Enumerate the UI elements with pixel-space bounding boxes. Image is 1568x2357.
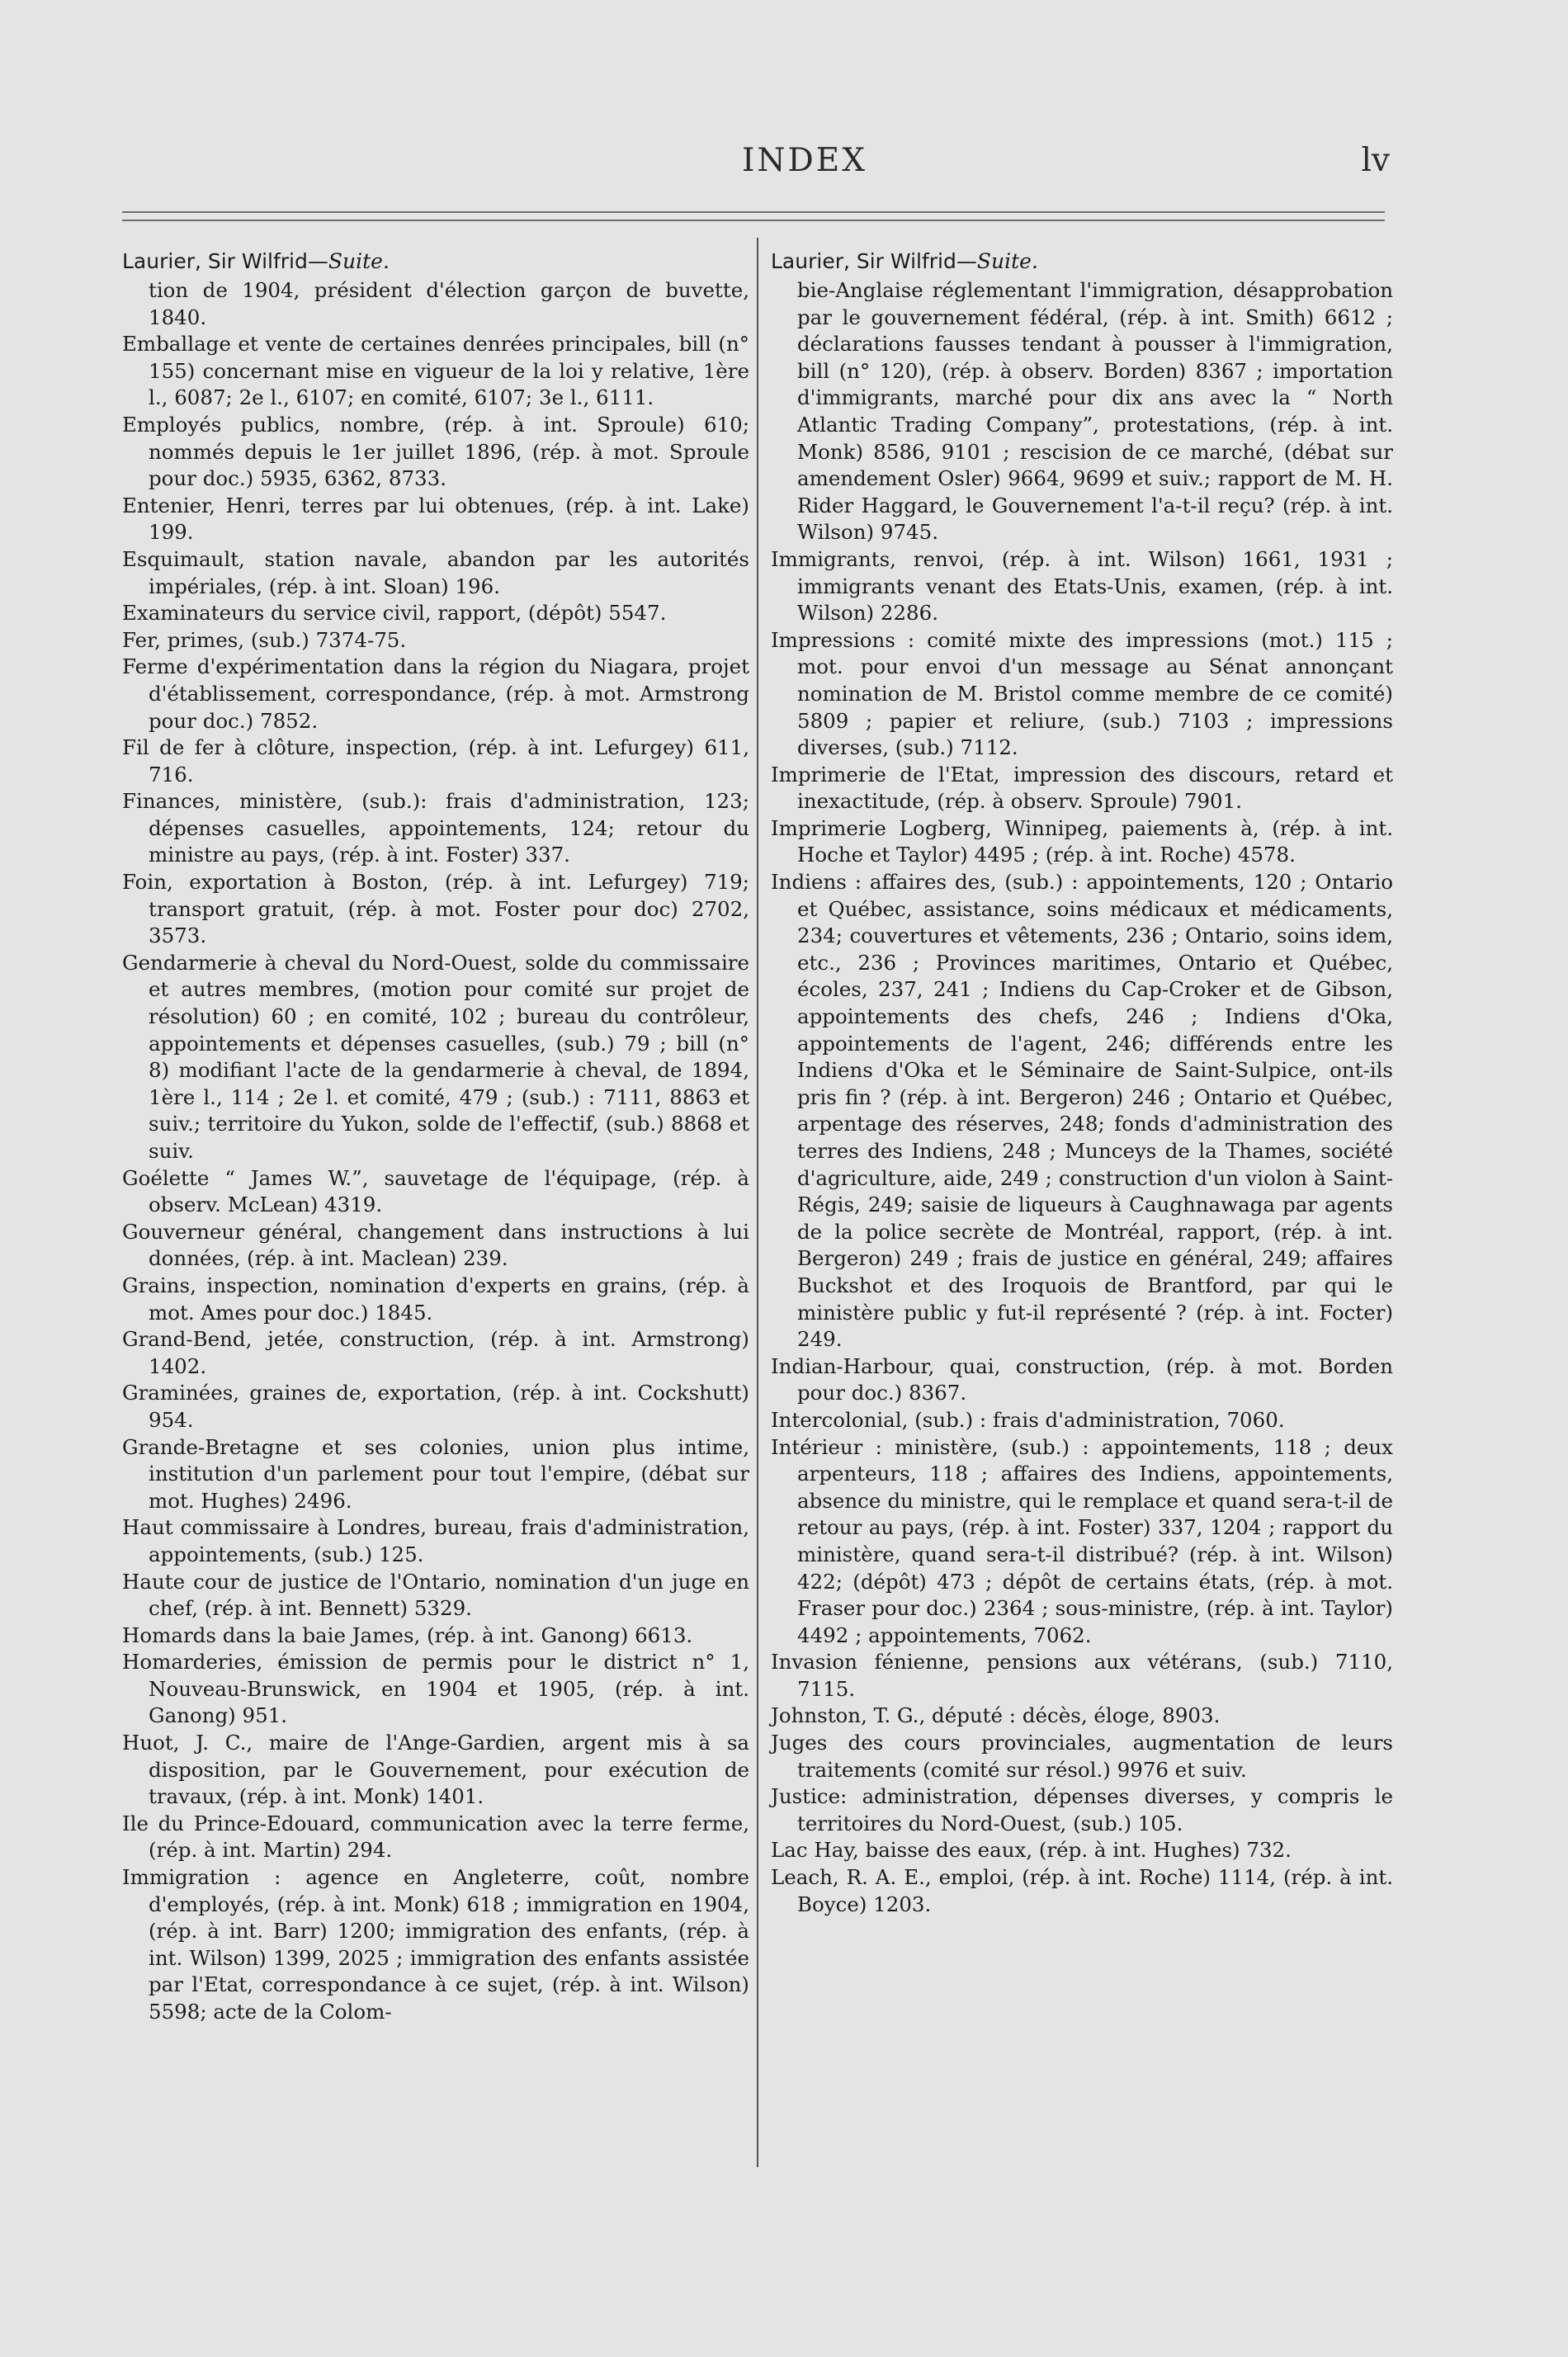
index-entry: Imprimerie Logberg, Winnipeg, paiements à, (rép. à int. Hoche et Taylor) 4495 ; (rép. à int. Roche) 4578.	[771, 815, 1393, 867]
index-entry: Finances, ministère, (sub.): frais d'administration, 123; dépenses casuelles, appointements, 124; retour du ministre au pays, (rép. à int. Foster) 337.	[122, 789, 749, 867]
index-entry: Intérieur : ministère, (sub.) : appointements, 118 ; deux arpenteurs, 118 ; affaires des Indiens, appointements, absence du ministre, qui le remplace et quand sera-t-il de retour au pays, (rép. à int. Foster) 337, 1204 ; rapport du ministère, quand sera-t-il distribué? (rép. à int. Wilson) 422; (dépôt) 473 ; dépôt de certains états, (rép. à mot. Fraser pour doc.) 2364 ; sous-ministre, (rép. à int. Taylor) 4492 ; appointements, 7062.	[771, 1434, 1393, 1647]
index-entry: Immigrants, renvoi, (rép. à int. Wilson) 1661, 1931 ; immigrants venant des Etats-Unis, examen, (rép. à int. Wilson) 2286.	[771, 546, 1393, 626]
index-entry: Emballage et vente de certaines denrées principales, bill (n° 155) concernant mise en vigueur de la loi y relative, 1ère l., 6087; 2e l., 6107; en comité, 6107; 3e l., 6111.	[122, 332, 749, 410]
index-entry: Leach, R. A. E., emploi, (rép. à int. Roche) 1114, (rép. à int. Boyce) 1203.	[771, 1865, 1393, 1916]
index-entry: Grande-Bretagne et ses colonies, union plus intime, institution d'un parlement pour tout l'empire, (débat sur mot. Hughes) 2496.	[122, 1434, 749, 1513]
heading-name: Laurier, Sir Wilfrid—	[771, 249, 977, 273]
index-entry: Homarderies, émission de permis pour le district n° 1, Nouveau-Brunswick, en 1904 et 1905, (rép. à int. Ganong) 951.	[122, 1650, 749, 1728]
index-entry: Imprimerie de l'Etat, impression des discours, retard et inexactitude, (rép. à observ. Sproule) 7901.	[771, 762, 1393, 814]
index-entry: Graminées, graines de, exportation, (rép. à int. Cockshutt) 954.	[122, 1381, 749, 1432]
index-entry: Impressions : comité mixte des impressions (mot.) 115 ; mot. pour envoi d'un message au Sénat annonçant nomination de M. Bristol comme membre de ce comité) 5809 ; papier et reliure, (sub.) 7103 ; impressions diverses, (sub.) 7112.	[771, 627, 1393, 760]
heading-name: Laurier, Sir Wilfrid—	[122, 249, 328, 273]
index-entry: Haut commissaire à Londres, bureau, frais d'administration, appointements, (sub.) 125.	[122, 1515, 749, 1566]
index-entry: Haute cour de justice de l'Ontario, nomination d'un juge en chef, (rép. à int. Bennett) 5329.	[122, 1569, 749, 1621]
index-entry: Justice: administration, dépenses diverses, y compris le territoires du Nord-Ouest, (sub.) 105.	[771, 1784, 1393, 1835]
index-entry: Grand-Bend, jetée, construction, (rép. à int. Armstrong) 1402.	[122, 1327, 749, 1378]
index-entry: Johnston, T. G., député : décès, éloge, 8903.	[771, 1703, 1221, 1728]
header-rule-top	[122, 211, 1385, 213]
index-entry: Invasion fénienne, pensions aux vétérans, (sub.) 7110, 7115.	[771, 1650, 1393, 1701]
header-rule-bottom	[122, 220, 1385, 221]
running-head	[0, 142, 1568, 191]
index-entry: Entenier, Henri, terres par lui obtenues, (rép. à int. Lake) 199.	[122, 493, 749, 545]
index-entry: Ile du Prince-Edouard, communication avec la terre ferme, (rép. à int. Martin) 294.	[122, 1811, 749, 1863]
right-column	[771, 248, 1393, 1918]
index-entry: Goélette “ James W.”, sauvetage de l'équipage, (rép. à observ. McLean) 4319.	[122, 1165, 749, 1217]
index-entry: Grains, inspection, nomination d'experts en grains, (rép. à mot. Ames pour doc.) 1845.	[122, 1273, 749, 1325]
index-entry: Lac Hay, baisse des eaux, (rép. à int. Hughes) 732.	[771, 1838, 1292, 1863]
index-entry: Immigration : agence en Angleterre, coût, nombre d'employés, (rép. à int. Monk) 618 ; immigration en 1904, (rép. à int. Barr) 1200; immigration des enfants, (rép. à int. Wilson) 1399, 2025 ; immigration des enfants assistée par l'Etat, correspondance à ce sujet, (rép. à int. Wilson) 5598; acte de la Colom-	[122, 1865, 749, 2024]
index-entry: Intercolonial, (sub.) : frais d'administration, 7060.	[771, 1407, 1285, 1432]
page-number: lv	[1361, 142, 1390, 179]
left-column	[122, 248, 749, 2026]
index-entry: Huot, J. C., maire de l'Ange-Gardien, argent mis à sa disposition, par le Gouvernement, pour exécution de travaux, (rép. à int. Monk) 1401.	[122, 1731, 749, 1809]
index-entry: Gendarmerie à cheval du Nord-Ouest, solde du commissaire et autres membres, (motion pour comité sur projet de résolution) 60 ; en comité, 102 ; bureau du contrôleur, appointements et dépenses casuelles, (sub.) 79 ; bill (n° 8) modifiant l'acte de la gendarmerie à cheval, de 1894, 1ère l., 114 ; 2e l. et comité, 479 ; (sub.) : 7111, 8863 et suiv.; territoire du Yukon, solde de l'effectif, (sub.) 8868 et suiv.	[122, 950, 749, 1163]
page-title: INDEX	[741, 142, 868, 179]
right-column-heading	[771, 248, 1393, 276]
index-entry: tion de 1904, président d'élection garçon de buvette, 1840.	[149, 278, 749, 329]
index-entry: Examinateurs du service civil, rapport, (dépôt) 5547.	[122, 601, 667, 626]
index-entry: Fil de fer à clôture, inspection, (rép. à int. Lefurgey) 611, 716.	[122, 735, 749, 786]
index-entry-continuation: bie-Anglaise réglementant l'immigration, désapprobation par le gouvernement fédéral, (rép. à int. Smith) 6612 ; déclarations fausses tendant à pousser à l'immigration, bill (n° 120), (rép. à observ. Borden) 8367 ; importation d'immigrants, marché pour dix ans avec la “ North Atlantic Trading Company”, protestations, (rép. à int. Monk) 8586, 9101 ; rescision de ce marché, (débat sur amendement Osler) 9664, 9699 et suiv.; rapport de M. H. Rider Haggard, le Gouvernement l'a-t-il reçu? (rép. à int. Wilson) 9745.	[797, 278, 1393, 545]
index-entry: Homards dans la baie James, (rép. à int. Ganong) 6613.	[122, 1623, 693, 1647]
index-entry: Indiens : affaires des, (sub.) : appointements, 120 ; Ontario et Québec, assistance, soins médicaux et médicaments, 234; couvertures et vêtements, 236 ; Ontario, soins idem, etc., 236 ; Provinces maritimes, Ontario et Québec, écoles, 237, 241 ; Indiens du Cap-Croker et de Gibson, appointements des chefs, 246 ; Indiens d'Oka, appointements de l'agent, 246; différends entre les Indiens d'Oka et le Séminaire de Saint-Sulpice, ont-ils pris fin ? (rép. à int. Bergeron) 246 ; Ontario et Québec, arpentage des réserves, 248; fonds d'administration des terres des Indiens, 248 ; Munceys de la Thames, société d'agriculture, aide, 249 ; construction d'un violon à Saint-Régis, 249; saisie de liqueurs à Caughnawaga par agents de la police secrète de Montréal, rapport, (rép. à int. Bergeron) 249 ; frais de justice en général, 249; affaires Buckshot et des Iroquois de Brantford, par qui le ministère public y fut-il représenté ? (rép. à int. Focter) 249.	[771, 870, 1393, 1352]
heading-suite: Suite.	[976, 249, 1038, 273]
index-entry: Esquimault, station navale, abandon par les autorités impériales, (rép. à int. Sloan) 196.	[122, 546, 749, 598]
heading-suite: Suite.	[328, 249, 390, 273]
index-entry: Fer, primes, (sub.) 7374-75.	[122, 627, 407, 652]
index-entry: Foin, exportation à Boston, (rép. à int. Lefurgey) 719; transport gratuit, (rép. à mot. Foster pour doc) 2702, 3573.	[122, 870, 749, 948]
column-divider	[757, 238, 758, 2167]
index-entry: Employés publics, nombre, (rép. à int. Sproule) 610; nommés depuis le 1er juillet 1896, (rép. à mot. Sproule pour doc.) 5935, 6362, 8733.	[122, 412, 749, 491]
index-entry: Gouverneur général, changement dans instructions à lui données, (rép. à int. Maclean) 239.	[122, 1219, 749, 1271]
index-entry: Juges des cours provinciales, augmentation de leurs traitements (comité sur résol.) 9976 et suiv.	[771, 1731, 1393, 1782]
index-entry: Ferme d'expérimentation dans la région du Niagara, projet d'établissement, correspondance, (rép. à mot. Armstrong pour doc.) 7852.	[122, 654, 749, 733]
left-column-heading	[122, 248, 749, 276]
index-entry: Indian-Harbour, quai, construction, (rép. à mot. Borden pour doc.) 8367.	[771, 1353, 1393, 1405]
